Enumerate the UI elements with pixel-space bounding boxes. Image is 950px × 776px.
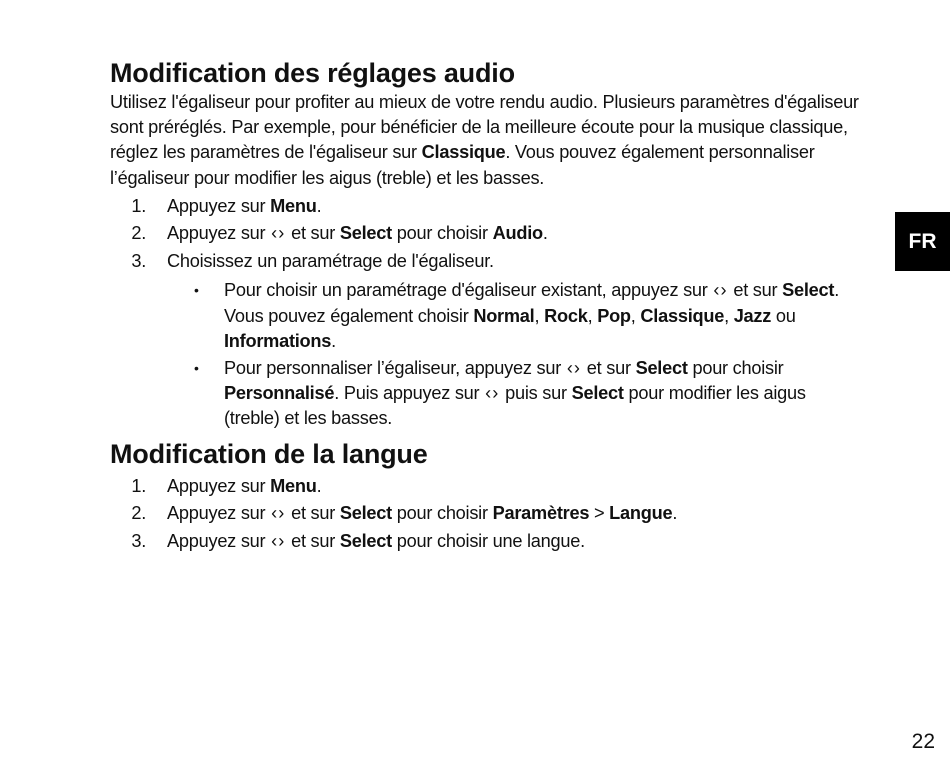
bullet-item (167, 356, 864, 432)
bullet-item (167, 278, 864, 354)
bullet-text: , (630, 305, 641, 326)
bullet-dot: • (194, 359, 199, 376)
step-text: pour choisir (391, 503, 493, 524)
page-number: 22 (911, 730, 935, 753)
page-content (110, 56, 880, 555)
step-text: Appuyez sur (167, 475, 271, 496)
bullet-bold: Classique (640, 305, 725, 326)
step-text: Appuyez sur (167, 195, 271, 216)
language-tab-fr: FR (895, 212, 950, 271)
bullet-text: Pour personnaliser l’égaliseur, appuyez sur (224, 357, 566, 378)
left-right-arrows-icon: ‹› (271, 530, 286, 551)
step-number: 2. (131, 503, 146, 524)
left-right-arrows-icon: ‹› (271, 503, 286, 524)
intro-text-end: . Vous pouvez également personnaliser l’égaliseur pour modifier les aigus (treble) et les basses. (110, 142, 815, 188)
step-bold: Menu (270, 195, 317, 216)
step-number: 3. (131, 530, 146, 551)
list-item (110, 248, 880, 432)
left-right-arrows-icon: ‹› (713, 280, 728, 301)
step-number: 1. (131, 195, 146, 216)
bullet-text: . Puis appuyez sur (334, 383, 485, 404)
bullet-dot: • (194, 282, 199, 299)
language-steps-list (110, 473, 880, 556)
list-item (110, 193, 880, 221)
bullet-bold: Pop (597, 305, 631, 326)
step-number: 2. (131, 223, 146, 244)
bullet-bold: Select (782, 280, 835, 301)
step-bold: Menu (270, 475, 317, 496)
bullet-text: , (724, 305, 734, 326)
bullet-bold: Informations (224, 330, 332, 351)
step-text: Choisissez un paramétrage de l'égaliseur. (167, 250, 494, 271)
step-text: pour choisir une langue. (391, 530, 585, 551)
step-bold: Audio (492, 223, 543, 244)
step-text: pour choisir (391, 223, 493, 244)
bullet-text: puis sur (500, 383, 572, 404)
bullet-text: et sur (728, 280, 783, 301)
bullet-bold: Personnalisé (224, 383, 335, 404)
bullet-text: . (331, 330, 336, 351)
audio-steps-list (110, 193, 880, 432)
step-text: et sur (286, 503, 340, 524)
section-title-language: Modification de la langue (110, 438, 428, 469)
step-bold: Langue (609, 503, 673, 524)
bullet-bold: Rock (544, 305, 588, 326)
step-bold: Select (339, 530, 392, 551)
bullet-bold: Select (571, 383, 624, 404)
intro-text: Utilisez l'égaliseur pour profiter au mieux de votre rendu audio. Plusieurs paramètres d'égaliseur sont préréglés. Par exemple, pour bénéficier de la meilleure écoute pour la musique classique, réglez les paramètres de l'égaliseur sur (110, 92, 859, 163)
list-item (110, 220, 880, 248)
intro-bold-classique: Classique (421, 142, 506, 163)
step-text: . (672, 503, 678, 524)
step-bold: Select (339, 503, 392, 524)
bullet-text: , (587, 305, 598, 326)
bullet-text: , (534, 305, 545, 326)
step-text: et sur (286, 530, 340, 551)
step-bold: Paramètres (492, 503, 590, 524)
left-right-arrows-icon: ‹› (566, 357, 581, 378)
step-number: 3. (131, 250, 146, 271)
left-right-arrows-icon: ‹› (485, 383, 500, 404)
bullet-text: ou (771, 305, 796, 326)
step-text: Appuyez sur (167, 223, 271, 244)
equalizer-bullets (167, 278, 880, 431)
section-title-audio: Modification des réglages audio (110, 58, 515, 88)
step-text: . (316, 195, 322, 216)
list-item (110, 528, 880, 556)
bullet-text: pour choisir (687, 357, 784, 378)
step-text: et sur (286, 223, 340, 244)
step-text: Appuyez sur (167, 503, 271, 524)
bullet-text: et sur (581, 357, 636, 378)
list-item (110, 473, 880, 501)
step-text: . (316, 475, 322, 496)
bullet-bold: Jazz (733, 305, 772, 326)
step-number: 1. (131, 475, 146, 496)
step-text: Appuyez sur (167, 530, 271, 551)
bullet-bold: Select (635, 357, 688, 378)
step-bold: Select (339, 223, 392, 244)
list-item (110, 500, 880, 528)
audio-intro-paragraph (110, 90, 880, 191)
bullet-text: Pour choisir un paramétrage d'égaliseur existant, appuyez sur (224, 280, 713, 301)
bullet-text: . Vous pouvez également choisir (224, 280, 840, 326)
step-text: > (589, 503, 610, 524)
step-text: . (542, 223, 548, 244)
left-right-arrows-icon: ‹› (271, 223, 286, 244)
bullet-text: pour modifier les aigus (treble) et les basses. (224, 383, 806, 429)
bullet-bold: Normal (473, 305, 535, 326)
